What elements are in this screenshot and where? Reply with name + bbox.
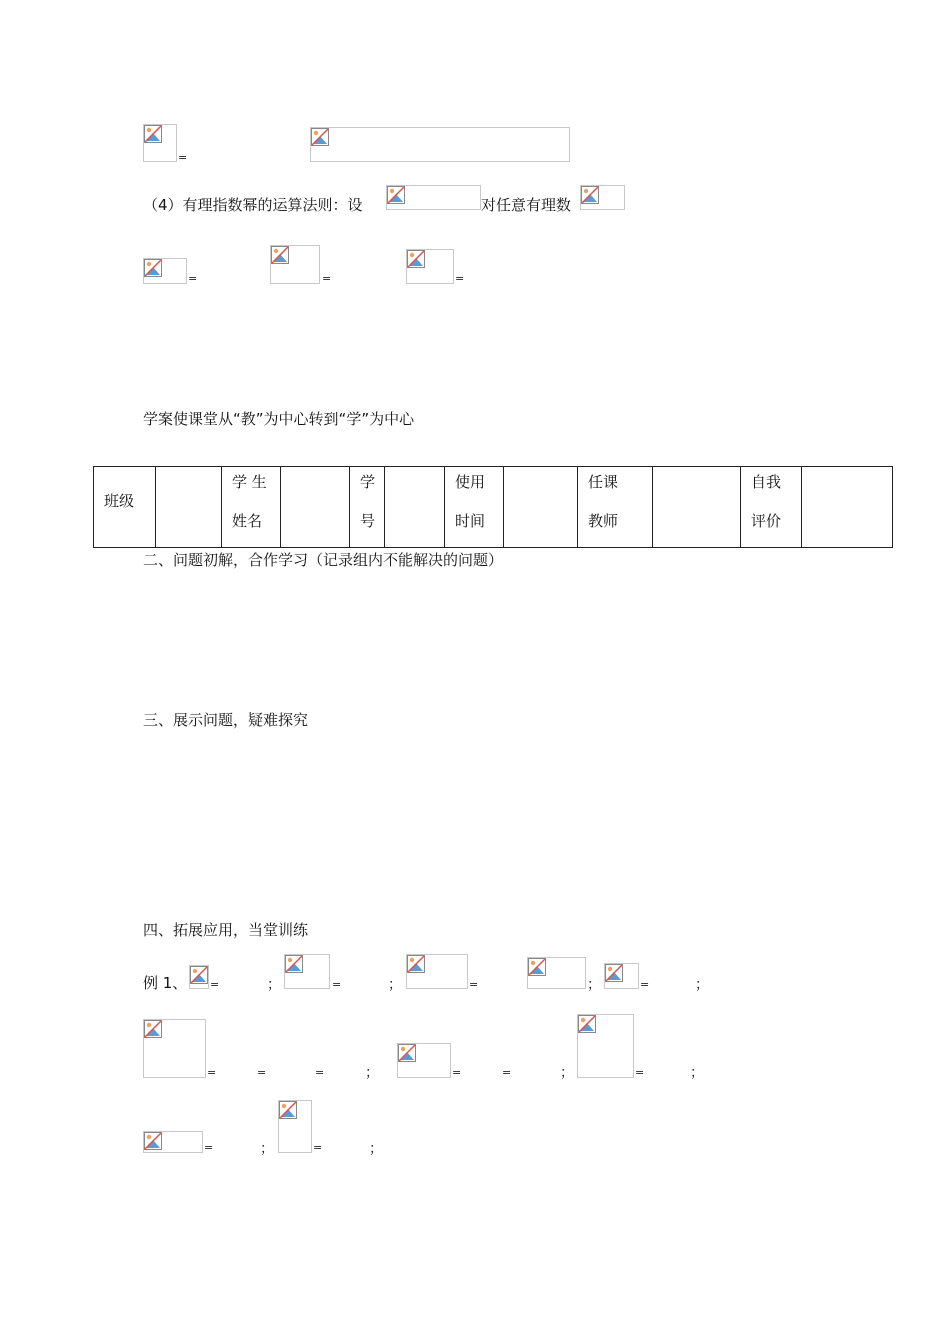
table-cell xyxy=(94,467,156,548)
broken-image-icon xyxy=(407,250,425,268)
semicolon: ； xyxy=(388,977,402,993)
semicolon: ； xyxy=(260,1141,274,1157)
broken-image-icon xyxy=(387,186,405,204)
table-cell[interactable] xyxy=(281,467,350,548)
equals-sign: = xyxy=(469,978,479,991)
broken-image-icon xyxy=(190,966,208,984)
table-cell xyxy=(741,467,802,548)
table-cell xyxy=(350,467,385,548)
formula-image xyxy=(406,249,454,284)
semicolon: ； xyxy=(560,1065,574,1081)
cell-label-line2: 姓名 xyxy=(232,512,263,530)
semicolon: ； xyxy=(695,977,709,993)
cell-label-line2: 评价 xyxy=(751,512,782,530)
equals-sign: = xyxy=(502,1066,512,1079)
cell-label-line1: 学 xyxy=(360,473,376,491)
broken-image-icon xyxy=(285,955,303,973)
formula-image xyxy=(397,1043,451,1078)
broken-image-icon xyxy=(528,958,546,976)
cell-label-line1: 自我 xyxy=(751,473,782,491)
equals-sign: = xyxy=(210,978,220,991)
table-cell[interactable] xyxy=(385,467,445,548)
equals-sign: = xyxy=(452,1066,462,1079)
equals-sign: = xyxy=(188,272,198,285)
cell-label: 班级 xyxy=(104,492,135,510)
equals-sign: = xyxy=(332,978,342,991)
section-3-heading: 三、展示问题，疑难探究 xyxy=(143,711,309,729)
table-cell xyxy=(222,467,281,548)
formula-image xyxy=(278,1100,312,1153)
formula-image xyxy=(577,1014,634,1078)
table-cell[interactable] xyxy=(156,467,222,548)
example-1-label: 例 1、 xyxy=(143,974,188,992)
equals-sign: = xyxy=(640,978,650,991)
equals-sign: = xyxy=(315,1066,325,1079)
rule-prefix-text: （4）有理指数幂的运算法则：设 xyxy=(143,196,363,214)
student-info-table xyxy=(93,466,893,548)
formula-image xyxy=(386,185,481,210)
semicolon: ； xyxy=(267,977,281,993)
equals-sign: = xyxy=(455,272,465,285)
semicolon: ； xyxy=(690,1065,704,1081)
formula-image xyxy=(143,1019,206,1078)
broken-image-icon xyxy=(407,955,425,973)
formula-image xyxy=(189,965,209,989)
equals-sign: = xyxy=(207,1066,217,1079)
semicolon: ； xyxy=(365,1065,379,1081)
formula-image xyxy=(143,1131,203,1153)
cell-label-line2: 时间 xyxy=(455,512,486,530)
cell-label-line1: 学 生 xyxy=(232,473,267,491)
broken-image-icon xyxy=(605,964,623,982)
broken-image-icon xyxy=(144,259,162,277)
equals-sign: = xyxy=(635,1066,645,1079)
broken-image-icon xyxy=(144,125,162,143)
broken-image-icon xyxy=(581,186,599,204)
formula-image xyxy=(604,963,639,989)
semicolon: ； xyxy=(587,977,601,993)
broken-image-icon xyxy=(144,1132,162,1150)
formula-image xyxy=(270,245,320,284)
broken-image-icon xyxy=(271,246,289,264)
broken-image-icon xyxy=(144,1020,162,1038)
table-cell[interactable] xyxy=(504,467,578,548)
broken-image-icon xyxy=(311,128,329,146)
section-4-heading: 四、拓展应用，当堂训练 xyxy=(143,921,309,939)
rule-middle-text: 对任意有理数 xyxy=(481,196,572,214)
semicolon: ； xyxy=(369,1141,383,1157)
cell-label-line1: 使用 xyxy=(455,473,486,491)
section-2-heading: 二、问题初解，合作学习（记录组内不能解决的问题） xyxy=(143,551,504,569)
table-cell[interactable] xyxy=(802,467,893,548)
formula-image xyxy=(310,127,570,162)
table-cell xyxy=(578,467,653,548)
formula-image xyxy=(284,954,330,989)
formula-image xyxy=(143,258,187,284)
cell-label-line2: 教师 xyxy=(588,512,619,530)
formula-image xyxy=(580,185,625,210)
formula-image xyxy=(406,954,468,989)
equals-sign: = xyxy=(204,1141,214,1154)
equals-sign: = xyxy=(313,1141,323,1154)
table-cell[interactable] xyxy=(653,467,741,548)
table-cell xyxy=(445,467,504,548)
broken-image-icon xyxy=(279,1101,297,1119)
cell-label-line1: 任课 xyxy=(588,473,619,491)
equals-sign: = xyxy=(178,151,188,164)
cell-label-line2: 号 xyxy=(360,512,376,530)
broken-image-icon xyxy=(398,1044,416,1062)
slogan-text: 学案使课堂从“教”为中心转到“学”为中心 xyxy=(143,410,415,428)
equals-sign: = xyxy=(257,1066,267,1079)
formula-image xyxy=(143,124,177,162)
equals-sign: = xyxy=(322,272,332,285)
broken-image-icon xyxy=(578,1015,596,1033)
formula-image xyxy=(527,957,586,989)
